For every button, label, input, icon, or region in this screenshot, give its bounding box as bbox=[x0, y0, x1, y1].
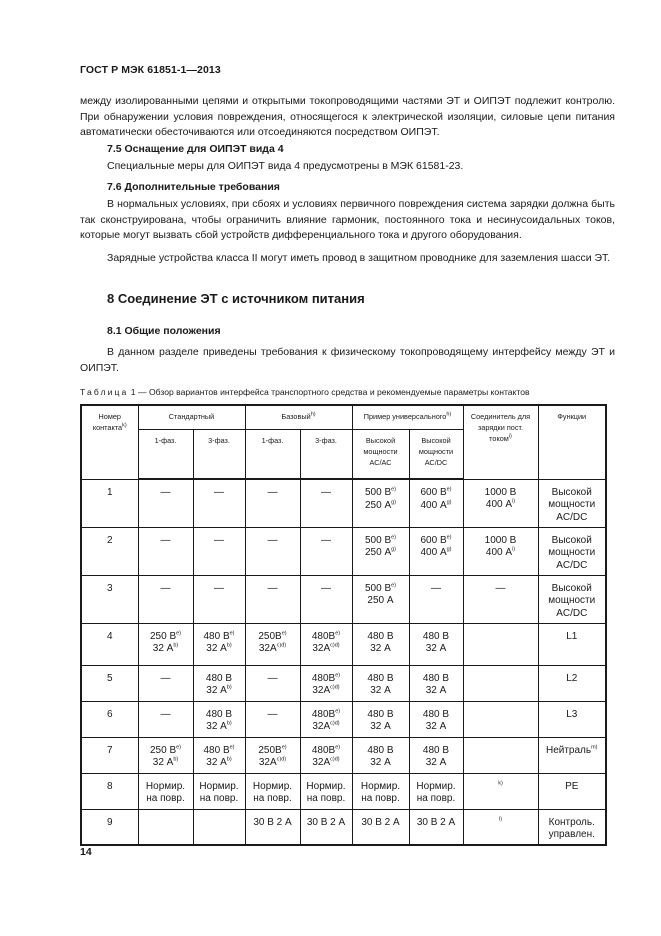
cell-standard-3ph: — bbox=[193, 527, 245, 575]
cell-univ-acdc: 480 В 32 А bbox=[409, 737, 463, 773]
table-row bbox=[81, 575, 606, 623]
table-row bbox=[81, 527, 606, 575]
table-row bbox=[81, 809, 606, 845]
section-heading-7-6: 7.6 Дополнительные требования bbox=[107, 181, 280, 193]
cell-univ-acdc: Нормир. на повр. bbox=[409, 773, 463, 809]
cell-dc-connector: — bbox=[463, 575, 538, 623]
cell-contact-number: 9 bbox=[81, 809, 138, 845]
table-row bbox=[81, 773, 606, 809]
cell-contact-number: 2 bbox=[81, 527, 138, 575]
table-caption bbox=[80, 387, 530, 397]
cell-standard-1ph: 250 $В^{e)}$ 32 $А^{b)}$ bbox=[138, 623, 193, 665]
paragraph-mode4: Специальные меры для ОИПЭТ вида 4 предусмотрены в МЭК 61581-23. bbox=[107, 160, 464, 172]
cell-standard-1ph: — bbox=[138, 479, 193, 527]
subheader-univ-acdc: Высокой мощности АС/DC bbox=[409, 429, 463, 479]
col-header-base: Базовый$^{h)}$ bbox=[245, 405, 352, 429]
cell-base-3ph: — bbox=[300, 479, 352, 527]
cell-function: Нейтраль$^{m)}$ bbox=[538, 737, 606, 773]
cell-standard-3ph: 480 $В^{e)}$ 32 $А^{b)}$ bbox=[193, 623, 245, 665]
cell-base-1ph: — bbox=[245, 575, 300, 623]
col-header-standard: Стандартный bbox=[138, 405, 245, 429]
cell-dc-connector bbox=[463, 701, 538, 737]
cell-contact-number: 1 bbox=[81, 479, 138, 527]
cell-univ-acac: 480 В 32 А bbox=[352, 623, 409, 665]
cell-dc-connector bbox=[463, 737, 538, 773]
subheader-standard-3ph: 3-фаз. bbox=[193, 429, 245, 479]
cell-standard-1ph: 250 $В^{e)}$ 32 $А^{b)}$ bbox=[138, 737, 193, 773]
table-row bbox=[81, 623, 606, 665]
cell-function: Высокой мощности AC/DC bbox=[538, 575, 606, 623]
cell-univ-acdc: 600 $В^{e)}$ 400 $А^{g)}$ bbox=[409, 527, 463, 575]
cell-base-1ph: — bbox=[245, 527, 300, 575]
subheader-base-1ph: 1-фаз. bbox=[245, 429, 300, 479]
cell-standard-1ph: — bbox=[138, 701, 193, 737]
cell-base-3ph: $480В^{e)}$ $32А^{c)d)}$ bbox=[300, 665, 352, 701]
cell-dc-connector: 1000 В 400 $А^{i)}$ bbox=[463, 527, 538, 575]
cell-univ-acac: 30 В 2 А bbox=[352, 809, 409, 845]
cell-dc-connector: k) bbox=[463, 773, 538, 809]
cell-function: PE bbox=[538, 773, 606, 809]
cell-contact-number: 8 bbox=[81, 773, 138, 809]
contacts-table bbox=[80, 404, 607, 846]
cell-contact-number: 5 bbox=[81, 665, 138, 701]
cell-base-3ph: Нормир. на повр. bbox=[300, 773, 352, 809]
document-header: ГОСТ Р МЭК 61851-1—2013 bbox=[80, 64, 221, 76]
col-header-universal: Пример универсального$^{h)}$ bbox=[352, 405, 463, 429]
paragraph-interface: В данном разделе приведены требования к физическому токопроводящему интерфейсу между ЭТ и ОИПЭТ. bbox=[80, 346, 615, 374]
col-header-functions: Функции bbox=[538, 405, 606, 479]
cell-base-1ph: — bbox=[245, 479, 300, 527]
cell-standard-1ph: — bbox=[138, 527, 193, 575]
cell-function: Высокой мощности AC/DC bbox=[538, 479, 606, 527]
cell-univ-acac: 500 $В^{e)}$ 250 А bbox=[352, 575, 409, 623]
section-heading-8-1: 8.1 Общие положения bbox=[107, 325, 221, 337]
cell-univ-acdc: 480 В 32 А bbox=[409, 701, 463, 737]
paragraph-class-ii: Зарядные устройства класса II могут иметь провод в защитном проводнике для заземления шасси ЭТ. bbox=[107, 252, 611, 264]
cell-dc-connector: 1000 В 400 $А^{i)}$ bbox=[463, 479, 538, 527]
cell-univ-acdc: 30 В 2 А bbox=[409, 809, 463, 845]
cell-standard-3ph: 480 В 32 $А^{b)}$ bbox=[193, 665, 245, 701]
cell-standard-3ph bbox=[193, 809, 245, 845]
cell-base-1ph: $250В^{e)}$ $32А^{c)d)}$ bbox=[245, 623, 300, 665]
page-number: 14 bbox=[80, 846, 92, 858]
cell-function: Контроль. управлен. bbox=[538, 809, 606, 845]
cell-contact-number: 7 bbox=[81, 737, 138, 773]
paragraph-normal-conditions: В нормальных условиях, при сбоях и условиях первичного повреждения система зарядки должна быть так сконструирована, чтобы ограничить влияние гармоник, постоянного тока и несинусоидальных токов, которые могут вызвать сбой устройств дифференциального тока и другого оборудования. bbox=[80, 198, 615, 241]
table-row bbox=[81, 701, 606, 737]
section-heading-8: 8 Соединение ЭТ с источником питания bbox=[107, 291, 365, 306]
cell-univ-acac: Нормир. на повр. bbox=[352, 773, 409, 809]
cell-contact-number: 3 bbox=[81, 575, 138, 623]
cell-univ-acac: 480 В 32 А bbox=[352, 737, 409, 773]
cell-base-1ph: Нормир. на повр. bbox=[245, 773, 300, 809]
cell-base-3ph: 30 В 2 А bbox=[300, 809, 352, 845]
paragraph-isolation-control: между изолированными цепями и открытыми токопроводящими частями ЭТ и ОИПЭТ подлежит контролю. При обнаружении условия повреждения, относящегося к электрической изоляции, силовые цепи питания автоматически обесточиваются или отсоединяются посредством ОИПЭТ. bbox=[80, 95, 615, 138]
cell-base-1ph: — bbox=[245, 665, 300, 701]
table-caption-text: 1 — Обзор вариантов интерфейса транспортного средства и рекомендуемые параметры контактов bbox=[130, 387, 530, 397]
subheader-univ-acac: Высокой мощности АС/АС bbox=[352, 429, 409, 479]
cell-base-3ph: $480В^{e)}$ $32А^{c)d)}$ bbox=[300, 701, 352, 737]
cell-base-1ph: — bbox=[245, 701, 300, 737]
cell-univ-acac: 480 В 32 А bbox=[352, 701, 409, 737]
table-caption-label: Таблица bbox=[80, 387, 129, 397]
cell-base-1ph: 30 В 2 А bbox=[245, 809, 300, 845]
cell-base-3ph: $480В^{e)}$ $32А^{c)d)}$ bbox=[300, 737, 352, 773]
cell-base-3ph: — bbox=[300, 575, 352, 623]
cell-dc-connector bbox=[463, 623, 538, 665]
table-row bbox=[81, 665, 606, 701]
cell-base-1ph: $250В^{e)}$ $32А^{c)d)}$ bbox=[245, 737, 300, 773]
col-header-contact: Номер контакта$^{k)}$ bbox=[81, 405, 138, 479]
cell-dc-connector: l) bbox=[463, 809, 538, 845]
cell-univ-acdc: — bbox=[409, 575, 463, 623]
cell-standard-3ph: Нормир. на повр. bbox=[193, 773, 245, 809]
cell-univ-acac: 480 В 32 А bbox=[352, 665, 409, 701]
cell-function: L1 bbox=[538, 623, 606, 665]
cell-standard-1ph: — bbox=[138, 665, 193, 701]
cell-contact-number: 6 bbox=[81, 701, 138, 737]
section-heading-7-5: 7.5 Оснащение для ОИПЭТ вида 4 bbox=[107, 143, 284, 155]
cell-standard-3ph: 480 В 32 $А^{b)}$ bbox=[193, 701, 245, 737]
cell-contact-number: 4 bbox=[81, 623, 138, 665]
cell-standard-3ph: — bbox=[193, 479, 245, 527]
cell-standard-1ph: Нормир. на повр. bbox=[138, 773, 193, 809]
cell-standard-3ph: — bbox=[193, 575, 245, 623]
cell-base-3ph: — bbox=[300, 527, 352, 575]
cell-function: Высокой мощности AC/DC bbox=[538, 527, 606, 575]
contacts-table-body bbox=[81, 479, 606, 845]
cell-univ-acac: 500 $В^{e)}$ 250 $А^{g)}$ bbox=[352, 479, 409, 527]
cell-univ-acac: 500 $В^{e)}$ 250 $А^{g)}$ bbox=[352, 527, 409, 575]
col-header-dc-connector: Соединитель для зарядки пост. током$^{i)}$ bbox=[463, 405, 538, 479]
cell-function: L2 bbox=[538, 665, 606, 701]
cell-base-3ph: $480В^{e)}$ $32А^{c)d)}$ bbox=[300, 623, 352, 665]
cell-standard-3ph: 480 $В^{e)}$ 32 $А^{b)}$ bbox=[193, 737, 245, 773]
cell-function: L3 bbox=[538, 701, 606, 737]
cell-univ-acdc: 480 В 32 А bbox=[409, 665, 463, 701]
cell-univ-acdc: 480 В 32 А bbox=[409, 623, 463, 665]
subheader-base-3ph: 3-фаз. bbox=[300, 429, 352, 479]
cell-standard-1ph bbox=[138, 809, 193, 845]
table-row bbox=[81, 737, 606, 773]
subheader-standard-1ph: 1-фаз. bbox=[138, 429, 193, 479]
cell-dc-connector bbox=[463, 665, 538, 701]
table-row bbox=[81, 479, 606, 527]
cell-univ-acdc: 600 $В^{e)}$ 400 $А^{g)}$ bbox=[409, 479, 463, 527]
cell-standard-1ph: — bbox=[138, 575, 193, 623]
